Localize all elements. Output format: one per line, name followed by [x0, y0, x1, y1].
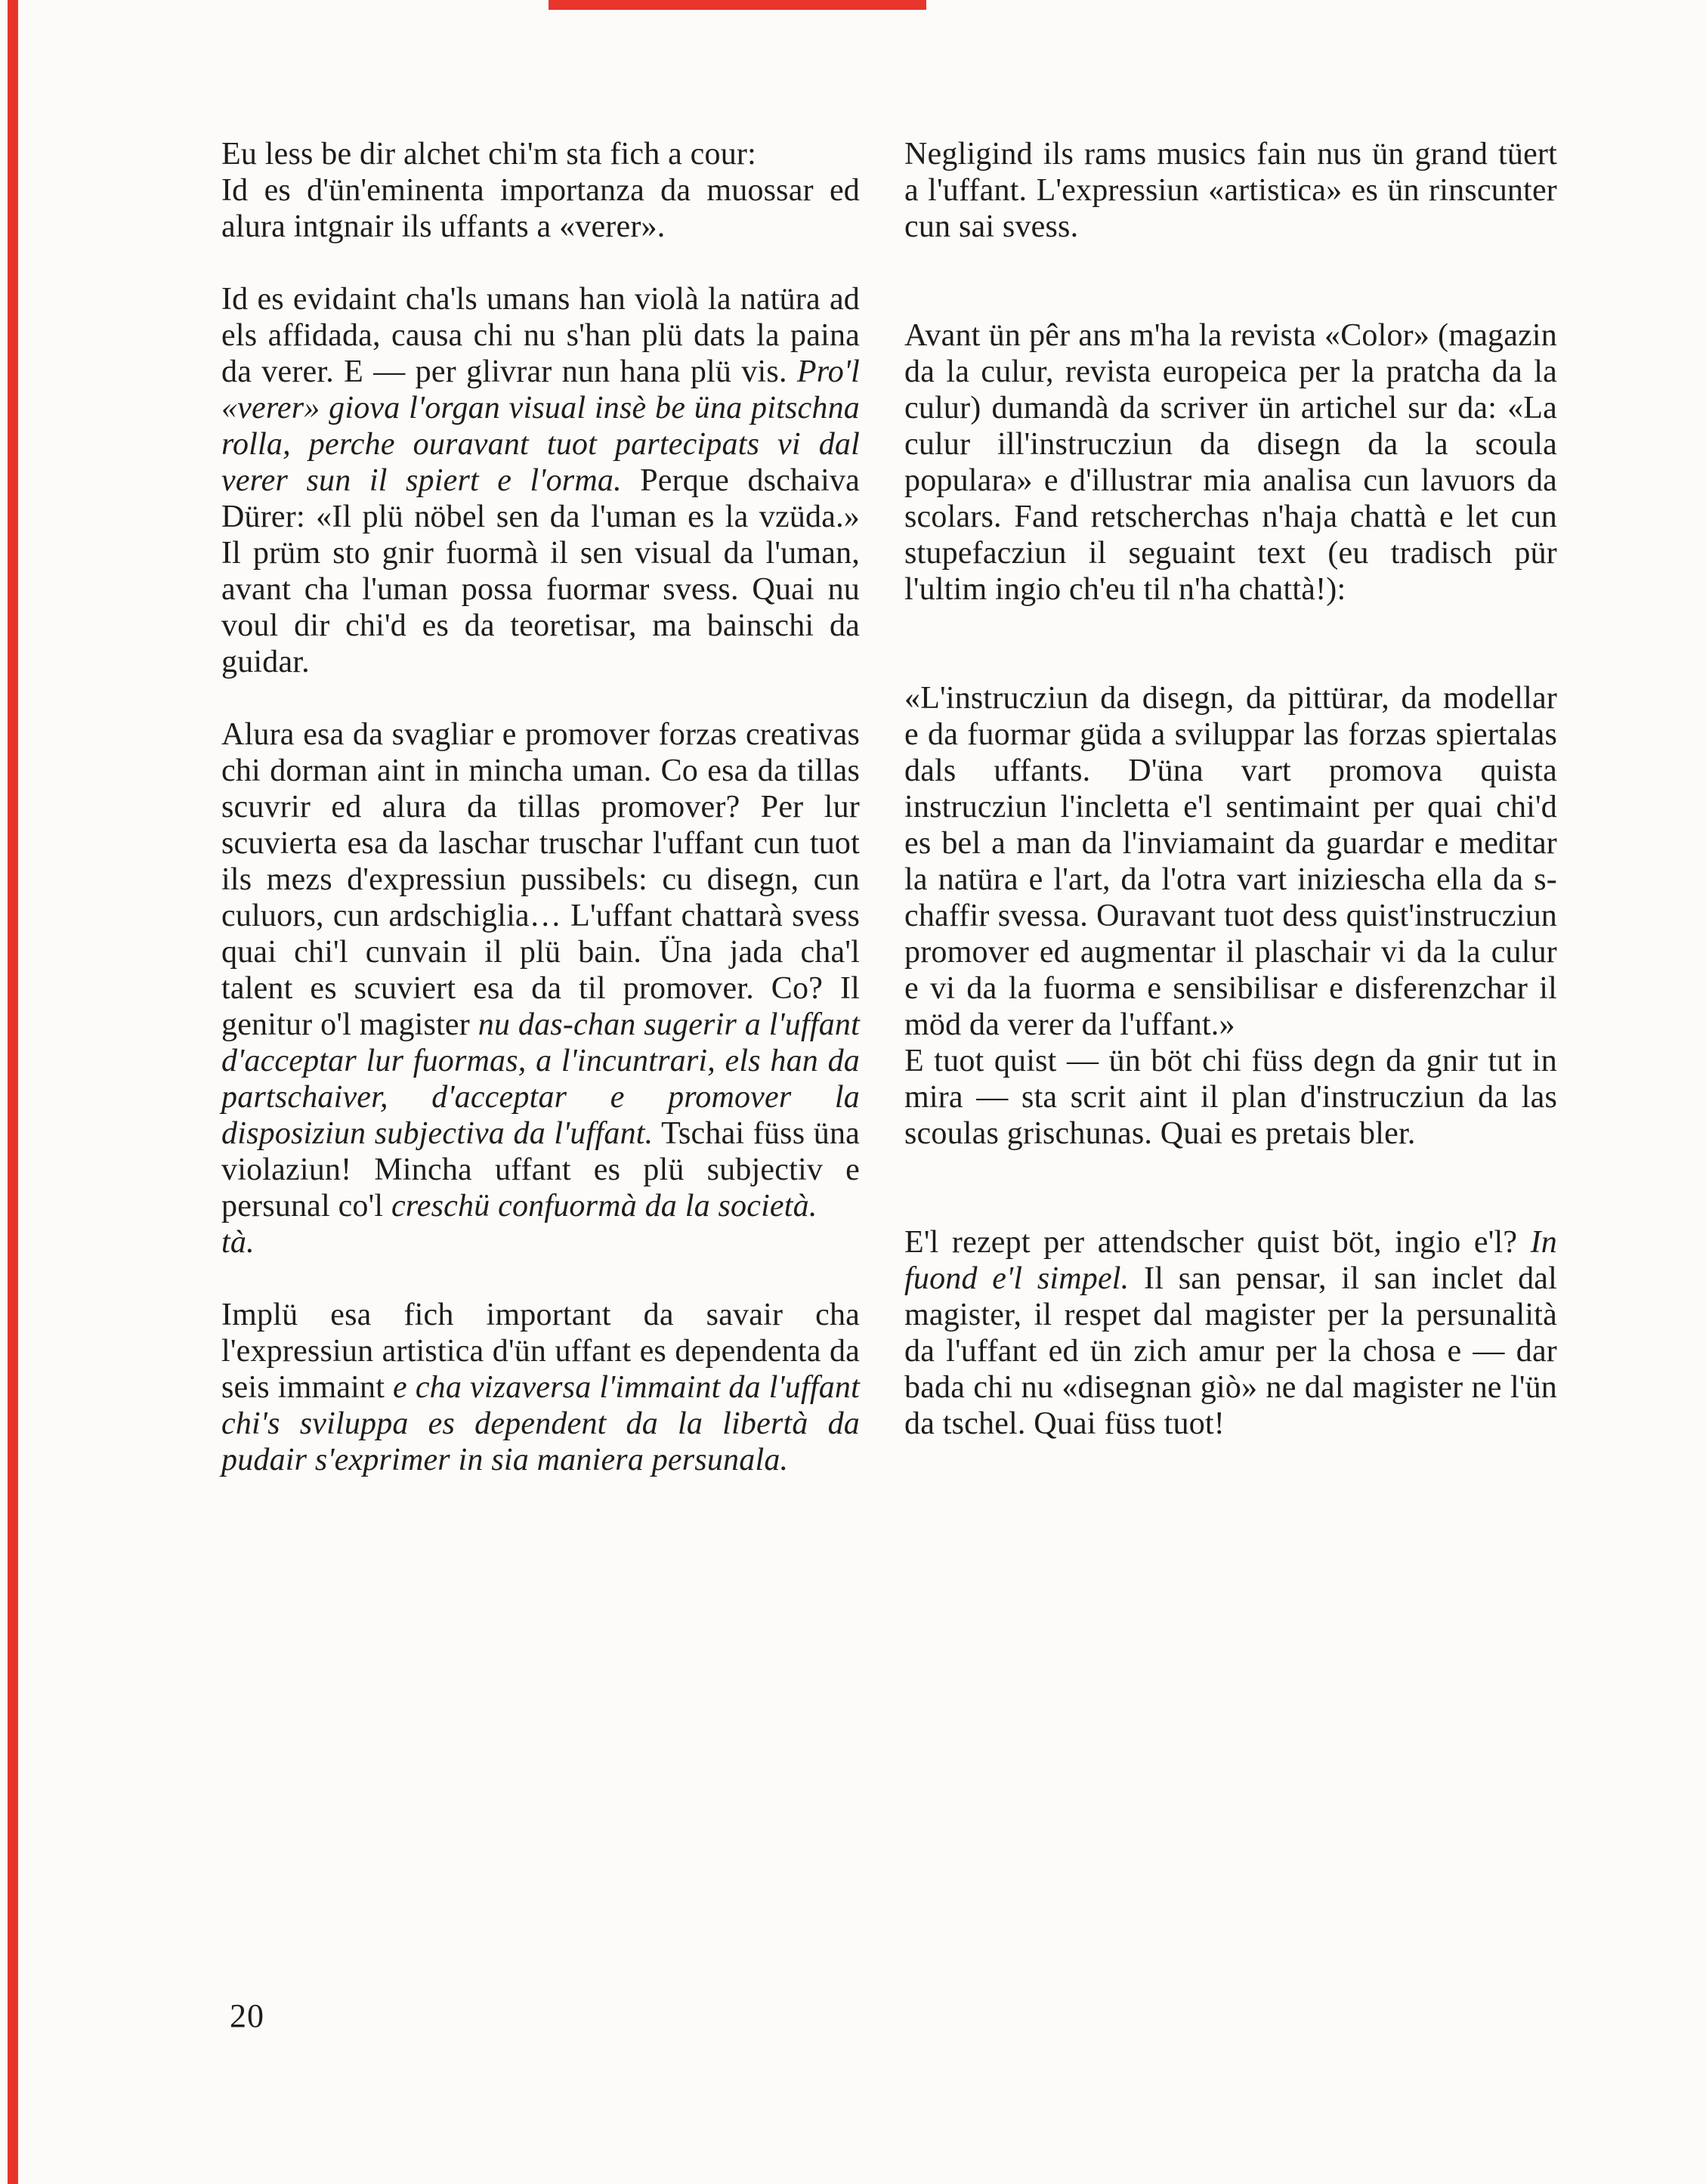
paragraph [904, 1043, 1557, 1152]
text-segment: e cha vizaversa l'immaint da l'uffant chi's sviluppa es dependent da la libertà da pudair s'exprimer in sia maniera persunala. [221, 1370, 860, 1477]
paragraph [221, 1297, 860, 1478]
paragraph [904, 1224, 1557, 1442]
text-segment: tà. [221, 1225, 255, 1260]
page-number: 20 [230, 1997, 264, 2034]
left-column [221, 136, 860, 1478]
text-segment: In fuond e'l simpel. [904, 1225, 1557, 1296]
text-segment: Il san pensar, il san inclet dal magister, il respet dal magister per la persunalità da l'uffant ed ün zich amur per la chosa e — dar bada chi nu «disegnan giò» ne dal magister ne l'ün da tschel. Quai füss tuot! [904, 1261, 1557, 1441]
right-column [904, 136, 1557, 1442]
scan-edge-mark-top [549, 0, 926, 10]
scan-edge-mark-left [8, 0, 18, 2184]
text-segment: Avant ün pêr ans m'ha la revista «Color» (magazin da la culur, revista europeica per la pratcha da la culur) dumandà da scriver ün artichel sur da: «La culur ill'instrucziun da disegn da la scoula populara» e d'illustrar mia analisa cun lavuors da scolars. Fand retscherchas n'haja chattà e let cun stupefacziun il seguaint text (eu tradisch pür l'ultim ingio ch'eu til n'ha chattà!): [904, 318, 1557, 607]
text-segment: Tschai füss üna violaziun! Mincha uffant es plü subjectiv e persunal co'l [221, 1116, 860, 1223]
text-segment: E tuot quist — ün böt chi füss degn da gnir tut in mira — sta scrit aint il plan d'instrucziun da las scoulas grischunas. Quai es pretais bler. [904, 1044, 1557, 1151]
paragraph [221, 136, 860, 245]
text-segment: Alura esa da svagliar e promover forzas creativas chi dorman aint in mincha uman. Co esa da tillas scuvrir ed alura da tillas promover? Per lur scuvierta esa da laschar truschar l'uffant cun tuot ils mezs d'expressiun pussibels: cu disegn, cun culuors, cun ardschiglia… L'uffant chattarà svess quai chi'l cunvain il plü bain. Üna jada cha'l talent es scuviert esa da til promover. Co? Il genitur o'l magister [221, 717, 860, 1042]
text-segment: nu das-chan sugerir a l'uffant d'acceptar lur fuormas, a l'incuntrari, els han da partschaiver, d'acceptar e promover la disposiziun subjectiva da l'uffant. [221, 1007, 860, 1151]
text-segment: Id es evidaint cha'ls umans han violà la natüra ad els affidada, causa chi nu s'han plü dats la paina da verer. E — per glivrar nun hana plü vis. [221, 282, 860, 389]
paragraph [221, 716, 860, 1261]
text-segment: Perque dschaiva Dürer: «Il plü nöbel sen da l'uman es la vzüda.» Il prüm sto gnir fuormà il sen visual da l'uman, avant cha l'uman possa fuormar svess. Quai nu voul dir chi'd es da teoretisar, ma bainschi da guidar. [221, 463, 860, 679]
text-segment: creschü confuormà da la società. [391, 1189, 817, 1223]
paragraph [904, 317, 1557, 608]
text-segment: Implü esa fich important da savair cha l'expressiun artistica d'ün uffant es dependenta da seis immaint [221, 1298, 860, 1405]
text-segment: Id es d'ün'eminenta importanza da muossar ed alura intgnair ils uffants a «verer». [221, 173, 860, 244]
text-segment: Eu less be dir alchet chi'm sta fich a cour: [221, 137, 756, 172]
text-segment: Negligind ils rams musics fain nus ün grand tüert a l'uffant. L'expressiun «artistica» es ün rinscunter cun sai svess. [904, 137, 1557, 244]
paragraph [221, 281, 860, 680]
text-segment: E'l rezept per attendscher quist böt, ingio e'l? [904, 1225, 1531, 1260]
text-segment: Pro'l «verer» giova l'organ visual insè be üna pitschna rolla, perche ouravant tuot partecipats vi dal verer sun il spiert e l'orma. [221, 354, 860, 498]
text-segment: «L'instrucziun da disegn, da pittürar, da modellar e da fuormar güda a sviluppar las forzas spiertalas dals uffants. D'üna vart promova quista instrucziun l'incletta e'l sentimaint per quai chi'd es bel a man da l'inviamaint da guardar e meditar la natüra e l'art, da l'otra vart iniziescha ella da s-chaffir svessa. Ouravant tuot dess quist'instrucziun promover ed augmentar il plaschair vi da la culur e vi da la fuorma e sensibilisar e disferenzchar il möd da verer da l'uffant.» [904, 681, 1557, 1042]
paragraph [904, 136, 1557, 245]
paragraph [904, 680, 1557, 1043]
